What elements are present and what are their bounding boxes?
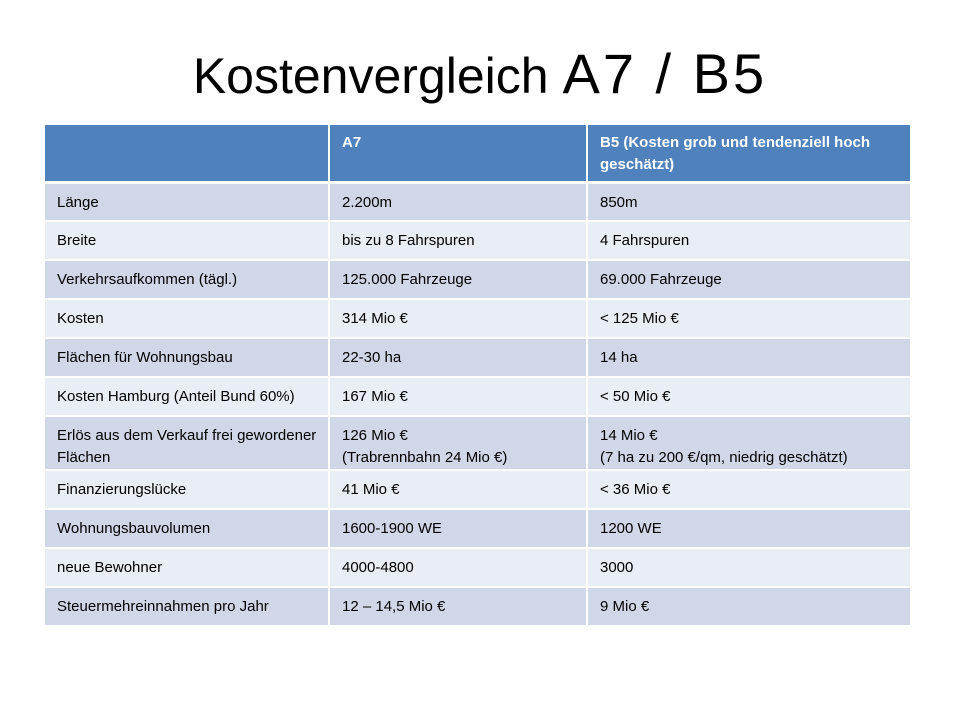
- slide-title-subject: A7 / B5: [562, 42, 768, 105]
- b5-value: < 125 Mio €: [587, 299, 910, 338]
- table-row: [45, 548, 910, 587]
- row-label: Verkehrsaufkommen (tägl.): [45, 260, 329, 299]
- b5-value: 14 ha: [587, 338, 910, 377]
- slide-title-main: Kostenvergleich: [192, 48, 549, 104]
- row-label: Flächen für Wohnungsbau: [45, 338, 329, 377]
- a7-value: 314 Mio €: [329, 299, 587, 338]
- row-label: Steuermehreinnahmen pro Jahr: [45, 587, 329, 626]
- table-row: [45, 182, 910, 221]
- a7-value: 2.200m: [329, 182, 587, 221]
- row-label: Kosten Hamburg (Anteil Bund 60%): [45, 377, 329, 416]
- b5-value: 4 Fahrspuren: [587, 221, 910, 260]
- b5-value: 850m: [587, 182, 910, 221]
- slide-title: [0, 38, 960, 112]
- row-label: Finanzierungslücke: [45, 470, 329, 509]
- b5-value: 1200 WE: [587, 509, 910, 548]
- a7-value: bis zu 8 Fahrspuren: [329, 221, 587, 260]
- header-cell-empty: [45, 125, 329, 182]
- b5-value: < 36 Mio €: [587, 470, 910, 509]
- table-header-row: [45, 125, 910, 182]
- b5-value: 14 Mio € (7 ha zu 200 €/qm, niedrig geschätzt): [587, 416, 910, 470]
- a7-value: 125.000 Fahrzeuge: [329, 260, 587, 299]
- table-row: [45, 377, 910, 416]
- table-row: [45, 260, 910, 299]
- a7-value: 41 Mio €: [329, 470, 587, 509]
- header-cell-a7: A7: [329, 125, 587, 182]
- a7-value: 167 Mio €: [329, 377, 587, 416]
- b5-value: 69.000 Fahrzeuge: [587, 260, 910, 299]
- a7-value: 1600-1900 WE: [329, 509, 587, 548]
- a7-value: 12 – 14,5 Mio €: [329, 587, 587, 626]
- row-label: Erlös aus dem Verkauf frei gewordener Flächen: [45, 416, 329, 470]
- comparison-table: [45, 125, 910, 627]
- b5-value: < 50 Mio €: [587, 377, 910, 416]
- header-cell-b5: B5 (Kosten grob und tendenziell hoch geschätzt): [587, 125, 910, 182]
- row-label: Wohnungsbauvolumen: [45, 509, 329, 548]
- table-row: [45, 470, 910, 509]
- table-row: [45, 416, 910, 470]
- table-row: [45, 299, 910, 338]
- b5-value: 9 Mio €: [587, 587, 910, 626]
- b5-value: 3000: [587, 548, 910, 587]
- table-row: [45, 509, 910, 548]
- table-row: [45, 587, 910, 626]
- row-label: neue Bewohner: [45, 548, 329, 587]
- row-label: Kosten: [45, 299, 329, 338]
- a7-value: 126 Mio € (Trabrennbahn 24 Mio €): [329, 416, 587, 470]
- row-label: Breite: [45, 221, 329, 260]
- row-label: Länge: [45, 182, 329, 221]
- a7-value: 22-30 ha: [329, 338, 587, 377]
- table-row: [45, 221, 910, 260]
- table-row: [45, 338, 910, 377]
- a7-value: 4000-4800: [329, 548, 587, 587]
